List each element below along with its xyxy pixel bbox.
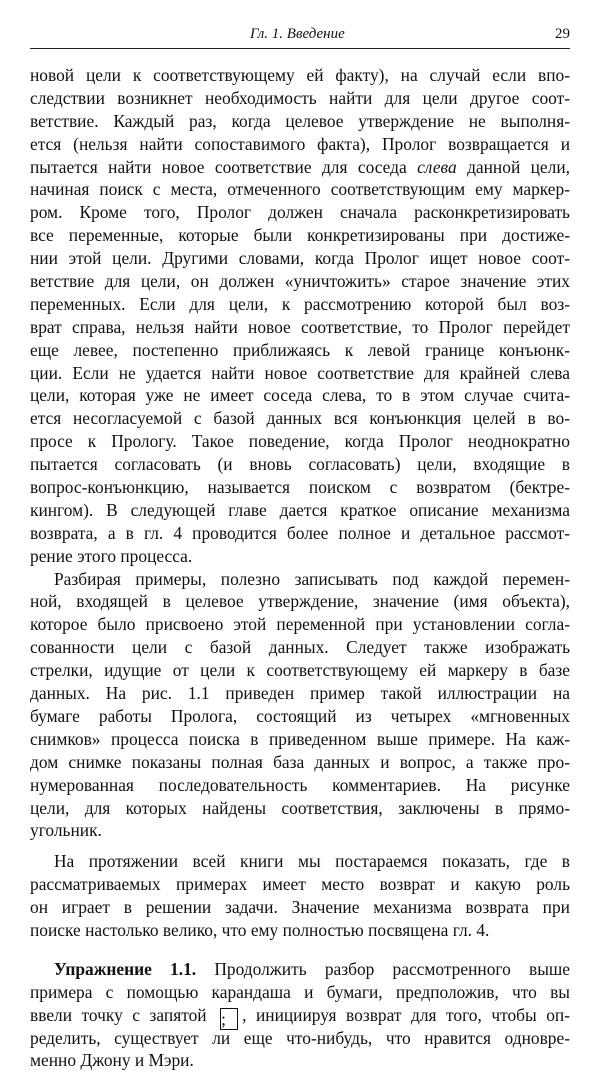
text-line: бумаге работы Пролога, состоящий из четырех «мгновенных xyxy=(30,705,570,726)
text-line: возврата, а в гл. 4 проводится более полное и детальное рассмот- xyxy=(30,522,570,543)
text-line: поиске настолько велико, что ему полностью посвящена гл. 4. xyxy=(30,919,490,940)
text-line: пытается согласовать (и вновь согласовать) цели, входящие в xyxy=(30,454,570,475)
paragraph-1 xyxy=(30,64,570,568)
text-line: все переменные, которые были конкретизированы при достиже- xyxy=(30,225,570,246)
text-line: нумерованная последовательность комментариев. На рисунке xyxy=(30,774,570,795)
text-line: стрелки, идущие от цели к соответствующему ей маркеру в базе xyxy=(30,660,570,681)
text-line: менно Джону и Мэри. xyxy=(30,1050,194,1071)
running-title: Гл. 1. Введение xyxy=(250,26,345,42)
text-segment: ввели точку с запятой xyxy=(30,1004,207,1025)
text-line: цели, которая уже не имеет соседа слева, то в этом случае счита- xyxy=(30,385,570,406)
page-number: 29 xyxy=(555,26,570,42)
text-line: нии этой цели. Другими словами, когда Пролог ищет новое соот- xyxy=(30,248,570,269)
text-segment: Продолжить разбор рассмотренного выше xyxy=(214,958,570,979)
text-line: вопрос-конъюнкцию, называется поиском с возвратом (бектре- xyxy=(30,477,570,498)
text-line: рассматриваемых примерах имеет место возврат и какую роль xyxy=(30,874,570,895)
exercise-line xyxy=(30,958,570,981)
text-line: переменных. Если для цели, к рассмотрению которой был воз- xyxy=(30,293,570,314)
exercise-label: Упражнение 1.1. xyxy=(54,958,197,979)
paragraph-gap xyxy=(30,842,570,850)
section-gap xyxy=(30,942,570,958)
text-line: новой цели к соответствующему ей факту), на случай если впо- xyxy=(30,65,570,85)
text-line: ной, входящей в целевое утверждение, значение (имя объекта), xyxy=(30,591,570,612)
text-line: ции. Если не удается найти новое соответствие для крайней слева xyxy=(30,362,570,383)
text-line: ветствие. Каждый раз, когда целевое утверждение не выполня- xyxy=(30,110,570,131)
paragraph-2 xyxy=(30,568,570,843)
text-segment: данной цели, xyxy=(467,156,570,177)
text-line: дом снимке показаны полная база данных и вопрос, а также про- xyxy=(30,751,570,772)
text-line: начиная поиск с места, отмеченного соответствующим ему маркер- xyxy=(30,179,570,200)
text-segment: пытается найти новое соответствие для соседа xyxy=(30,156,407,177)
text-line: кингом). В следующей главе дается краткое описание механизма xyxy=(30,499,570,520)
text-line: данных. На рис. 1.1 приведен пример такой иллюстрации на xyxy=(30,683,570,704)
emphasis-word: слева xyxy=(417,156,457,177)
text-line: Разбирая примеры, полезно записывать под каждой перемен- xyxy=(54,568,570,589)
text-line: угольник. xyxy=(30,820,102,841)
text-line: следствии возникнет необходимость найти для цели другое соот- xyxy=(30,87,570,108)
text-line: ветствие для цели, он должен «уничтожить» старое значение этих xyxy=(30,271,570,292)
text-line: ределить, существует ли еще что-нибудь, что нравится одновре- xyxy=(30,1027,570,1048)
text-line: ром. Кроме того, Пролог должен сначала расконкретизировать xyxy=(30,202,570,223)
text-line-with-emphasis xyxy=(30,156,570,179)
text-line: сованности цели с базой данных. Следует также изображать xyxy=(30,637,570,658)
text-line: еще левее, постепенно приближаясь к левой границе конъюнк- xyxy=(30,339,570,360)
text-line: которое было присвоено этой переменной при установлении согла- xyxy=(30,614,570,635)
exercise-line xyxy=(30,1004,570,1027)
exercise-block xyxy=(30,958,570,1072)
page-body xyxy=(30,64,570,1072)
text-line: ется (нельзя найти сопоставимого факта), Пролог возвращается и xyxy=(30,133,570,154)
text-line: цели, для которых найдены соответствия, заключены в прямо- xyxy=(30,797,570,818)
paragraph-3 xyxy=(30,850,570,942)
text-segment: , инициируя возврат для того, чтобы оп- xyxy=(242,1004,570,1025)
text-line: он играет в решении задачи. Значение механизма возврата при xyxy=(30,897,570,918)
text-line: снимков» процесса поиска в приведенном выше примере. На каж- xyxy=(30,728,570,749)
text-line: врат справа, нельзя найти новое соответствие, то Пролог перейдет xyxy=(30,316,570,337)
text-line: примера с помощью карандаша и бумаги, предположив, что вы xyxy=(30,981,570,1002)
text-line: рение этого процесса. xyxy=(30,545,193,566)
semicolon-key-box: ; xyxy=(220,1008,238,1030)
text-line: ется несогласуемой с базой данных вся конъюнкция целей в во- xyxy=(30,408,570,429)
page-header xyxy=(30,26,570,49)
text-line: На протяжении всей книги мы постараемся показать, где в xyxy=(54,851,570,872)
text-line: просе к Прологу. Такое поведение, когда Пролог неоднократно xyxy=(30,431,570,452)
